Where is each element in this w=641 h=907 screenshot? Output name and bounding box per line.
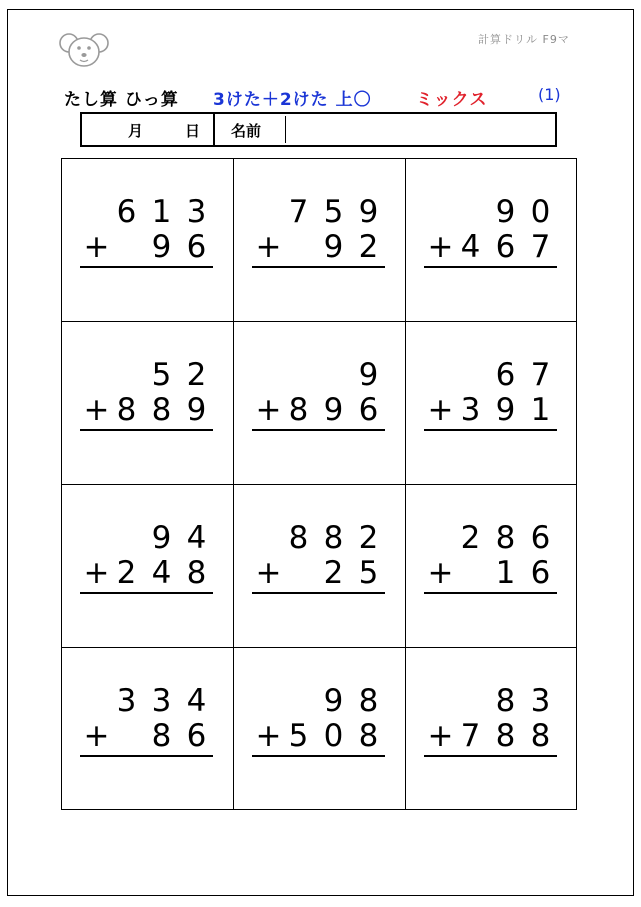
digit: 8 (116, 392, 137, 428)
digit: 5 (288, 718, 309, 754)
digit: 4 (186, 683, 207, 719)
digit: 0 (323, 718, 344, 754)
day-label: 日 (185, 122, 201, 140)
digit: 9 (495, 392, 516, 428)
digit: 3 (460, 392, 481, 428)
mouse-logo-icon (58, 30, 110, 70)
digit: 0 (530, 194, 551, 230)
digit: 6 (116, 194, 137, 230)
worksheet-title (64, 85, 574, 109)
problem-cell[interactable] (234, 485, 406, 648)
digit: 9 (323, 392, 344, 428)
digit: 9 (323, 683, 344, 719)
digit: 1 (495, 555, 516, 591)
digit: 9 (323, 229, 344, 265)
plus-sign: + (83, 229, 110, 265)
digit: 4 (460, 229, 481, 265)
digit: 8 (530, 718, 551, 754)
answer-line (424, 755, 557, 757)
problem-cell[interactable] (406, 322, 576, 485)
digit: 7 (460, 718, 481, 754)
divider (213, 114, 215, 145)
digit: 4 (151, 555, 172, 591)
plus-sign: + (427, 229, 454, 265)
digit: 2 (116, 555, 137, 591)
digit: 3 (116, 683, 137, 719)
problem-cell[interactable] (62, 648, 234, 809)
digit: 6 (530, 555, 551, 591)
digit: 8 (495, 683, 516, 719)
plus-sign: + (255, 229, 282, 265)
digit: 2 (358, 520, 379, 556)
digit: 5 (151, 357, 172, 393)
digit: 8 (288, 392, 309, 428)
problem-cell[interactable] (406, 159, 576, 322)
digit: 6 (186, 718, 207, 754)
digit: 6 (530, 520, 551, 556)
digit: 9 (151, 520, 172, 556)
name-label: 名前 (231, 122, 262, 140)
digit: 8 (151, 392, 172, 428)
digit: 8 (358, 718, 379, 754)
digit: 8 (358, 683, 379, 719)
answer-line (80, 592, 213, 594)
digit: 1 (530, 392, 551, 428)
digit: 6 (186, 229, 207, 265)
digit: 9 (358, 194, 379, 230)
answer-line (80, 266, 213, 268)
problem-cell[interactable] (62, 159, 234, 322)
digit: 9 (495, 194, 516, 230)
answer-line (252, 755, 385, 757)
name-date-box (80, 112, 557, 147)
digit: 7 (530, 229, 551, 265)
digit: 8 (186, 555, 207, 591)
answer-line (80, 429, 213, 431)
digit: 2 (358, 229, 379, 265)
digit: 6 (358, 392, 379, 428)
problem-cell[interactable] (234, 159, 406, 322)
problem-cell[interactable] (62, 485, 234, 648)
brand-label: 計算ドリル F9マ (478, 33, 570, 46)
problem-cell[interactable] (406, 485, 576, 648)
digit: 8 (323, 520, 344, 556)
problem-cell[interactable] (406, 648, 576, 809)
answer-line (424, 429, 557, 431)
answer-line (424, 266, 557, 268)
problem-grid (61, 158, 577, 810)
plus-sign: + (427, 718, 454, 754)
digit: 9 (151, 229, 172, 265)
answer-line (252, 592, 385, 594)
digit: 1 (151, 194, 172, 230)
digit: 2 (323, 555, 344, 591)
digit: 2 (460, 520, 481, 556)
digit: 5 (358, 555, 379, 591)
plus-sign: + (83, 718, 110, 754)
digit: 3 (151, 683, 172, 719)
digit: 6 (495, 357, 516, 393)
plus-sign: + (255, 392, 282, 428)
divider (285, 116, 286, 143)
digit: 3 (186, 194, 207, 230)
digit: 4 (186, 520, 207, 556)
digit: 9 (186, 392, 207, 428)
digit: 8 (151, 718, 172, 754)
digit: 9 (358, 357, 379, 393)
digit: 2 (186, 357, 207, 393)
digit: 8 (288, 520, 309, 556)
answer-line (252, 266, 385, 268)
digit: 3 (530, 683, 551, 719)
title-mix: ミックス (416, 90, 488, 110)
title-digits: 3けた＋2けた 上〇 (213, 90, 372, 110)
digit: 8 (495, 718, 516, 754)
digit: 6 (495, 229, 516, 265)
plus-sign: + (427, 555, 454, 591)
title-addition: たし算 ひっ算 (64, 90, 179, 110)
plus-sign: + (255, 718, 282, 754)
answer-line (424, 592, 557, 594)
answer-line (80, 755, 213, 757)
digit: 5 (323, 194, 344, 230)
plus-sign: + (255, 555, 282, 591)
sheet-number: (1) (538, 85, 561, 104)
answer-line (252, 429, 385, 431)
month-label: 月 (128, 122, 144, 140)
problem-cell[interactable] (234, 648, 406, 809)
digit: 7 (288, 194, 309, 230)
problem-cell[interactable] (62, 322, 234, 485)
plus-sign: + (83, 392, 110, 428)
plus-sign: + (83, 555, 110, 591)
plus-sign: + (427, 392, 454, 428)
digit: 7 (530, 357, 551, 393)
problem-cell[interactable] (234, 322, 406, 485)
digit: 8 (495, 520, 516, 556)
